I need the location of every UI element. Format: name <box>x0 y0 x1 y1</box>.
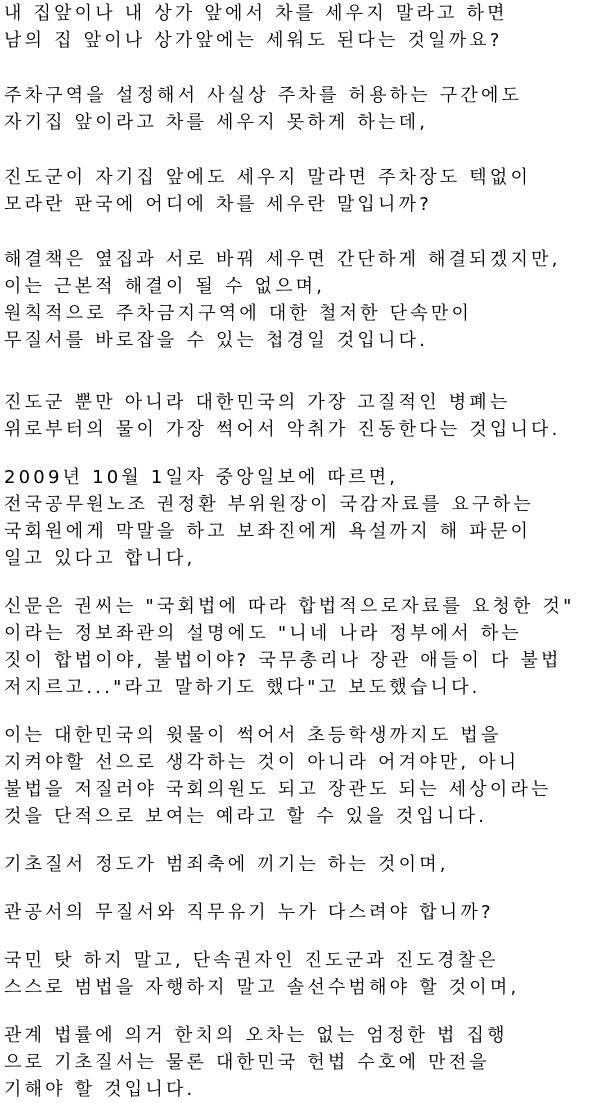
text-line: 위로부터의 물이 가장 썩어서 악취가 진동한다는 것입니다. <box>4 419 561 440</box>
text-line: 으로 기초질서는 물론 대한민국 헌법 수호에 만전을 <box>4 1052 490 1073</box>
text-line: 스스로 범법을 자행하지 말고 솔선수범해야 할 것이며, <box>4 977 520 998</box>
text-line: 관계 법률에 의거 한치의 오차는 없는 엄정한 법 집행 <box>4 1025 508 1046</box>
text-line: 남의 집 앞이나 상가앞에는 세워도 된다는 것일까요? <box>4 30 503 51</box>
text-line: 자기집 앞이라고 차를 세우지 못하게 하는데, <box>4 112 429 133</box>
text-line: 저지르고..."라고 말하기도 했다"고 보도했습니다. <box>4 677 481 698</box>
text-line: 것을 단적으로 보여는 예라고 할 수 있을 것입니다. <box>4 806 488 827</box>
text-line: 신문은 권씨는 "국회법에 따라 합법적으로자료를 요청한 것" <box>4 596 575 617</box>
text-line: 기초질서 정도가 범죄축에 끼기는 하는 것이며, <box>4 854 449 875</box>
text-line: 관공서의 무질서와 직무유기 누가 다스려야 합니까? <box>4 902 494 923</box>
text-line: 국회원에게 막말을 하고 보좌진에게 욕설까지 해 파문이 <box>4 521 532 542</box>
text-line: 원칙적으로 주차금지구역에 대한 철저한 단속만이 <box>4 303 473 324</box>
text-line: 무질서를 바로잡을 수 있는 첩경일 것입니다. <box>4 330 429 351</box>
text-line: 진도군 뿐만 아니라 대한민국의 가장 고질적인 병폐는 <box>4 392 511 413</box>
text-line: 내 집앞이나 내 상가 앞에서 차를 세우지 말라고 하면 <box>4 3 508 24</box>
text-line: 기해야 할 것입니다. <box>4 1079 196 1100</box>
text-line: 국민 탓 하지 말고, 단속권자인 진도군과 진도경찰은 <box>4 950 499 971</box>
text-line: 짓이 합법이야, 불법이야? 국무총리나 장관 애들이 다 불법 <box>4 650 562 671</box>
text-line: 주차구역을 설정해서 사실상 주차를 허용하는 구간에도 <box>4 85 523 106</box>
text-line: 전국공무원노조 권정환 부위원장이 국감자료를 요구하는 <box>4 494 534 515</box>
text-line: 모라란 판국에 어디에 차를 세우란 말입니까? <box>4 194 432 215</box>
text-line: 지켜야할 선으로 생각하는 것이 아니라 어겨야만, 아니 <box>4 752 520 773</box>
text-line: 불법을 저질러야 국회의원도 되고 장관도 되는 세상이라는 <box>4 779 552 800</box>
text-line: 진도군이 자기집 앞에도 세우지 말라면 주차장도 텍없이 <box>4 167 532 188</box>
text-line: 해결책은 옆집과 서로 바꿔 세우면 간단하게 해결되겠지만, <box>4 249 561 270</box>
text-line: 이는 대한민국의 윗물이 썩어서 초등학생까지도 법을 <box>4 725 502 746</box>
text-line: 일고 있다고 합니다, <box>4 548 196 569</box>
text-line: 2009년 10월 1일자 중앙일보에 따르면, <box>4 467 399 488</box>
text-line: 이라는 정보좌관의 설명에도 "니네 나라 정부에서 하는 <box>4 623 522 644</box>
text-line: 이는 근본적 해결이 될 수 없으며, <box>4 276 326 297</box>
